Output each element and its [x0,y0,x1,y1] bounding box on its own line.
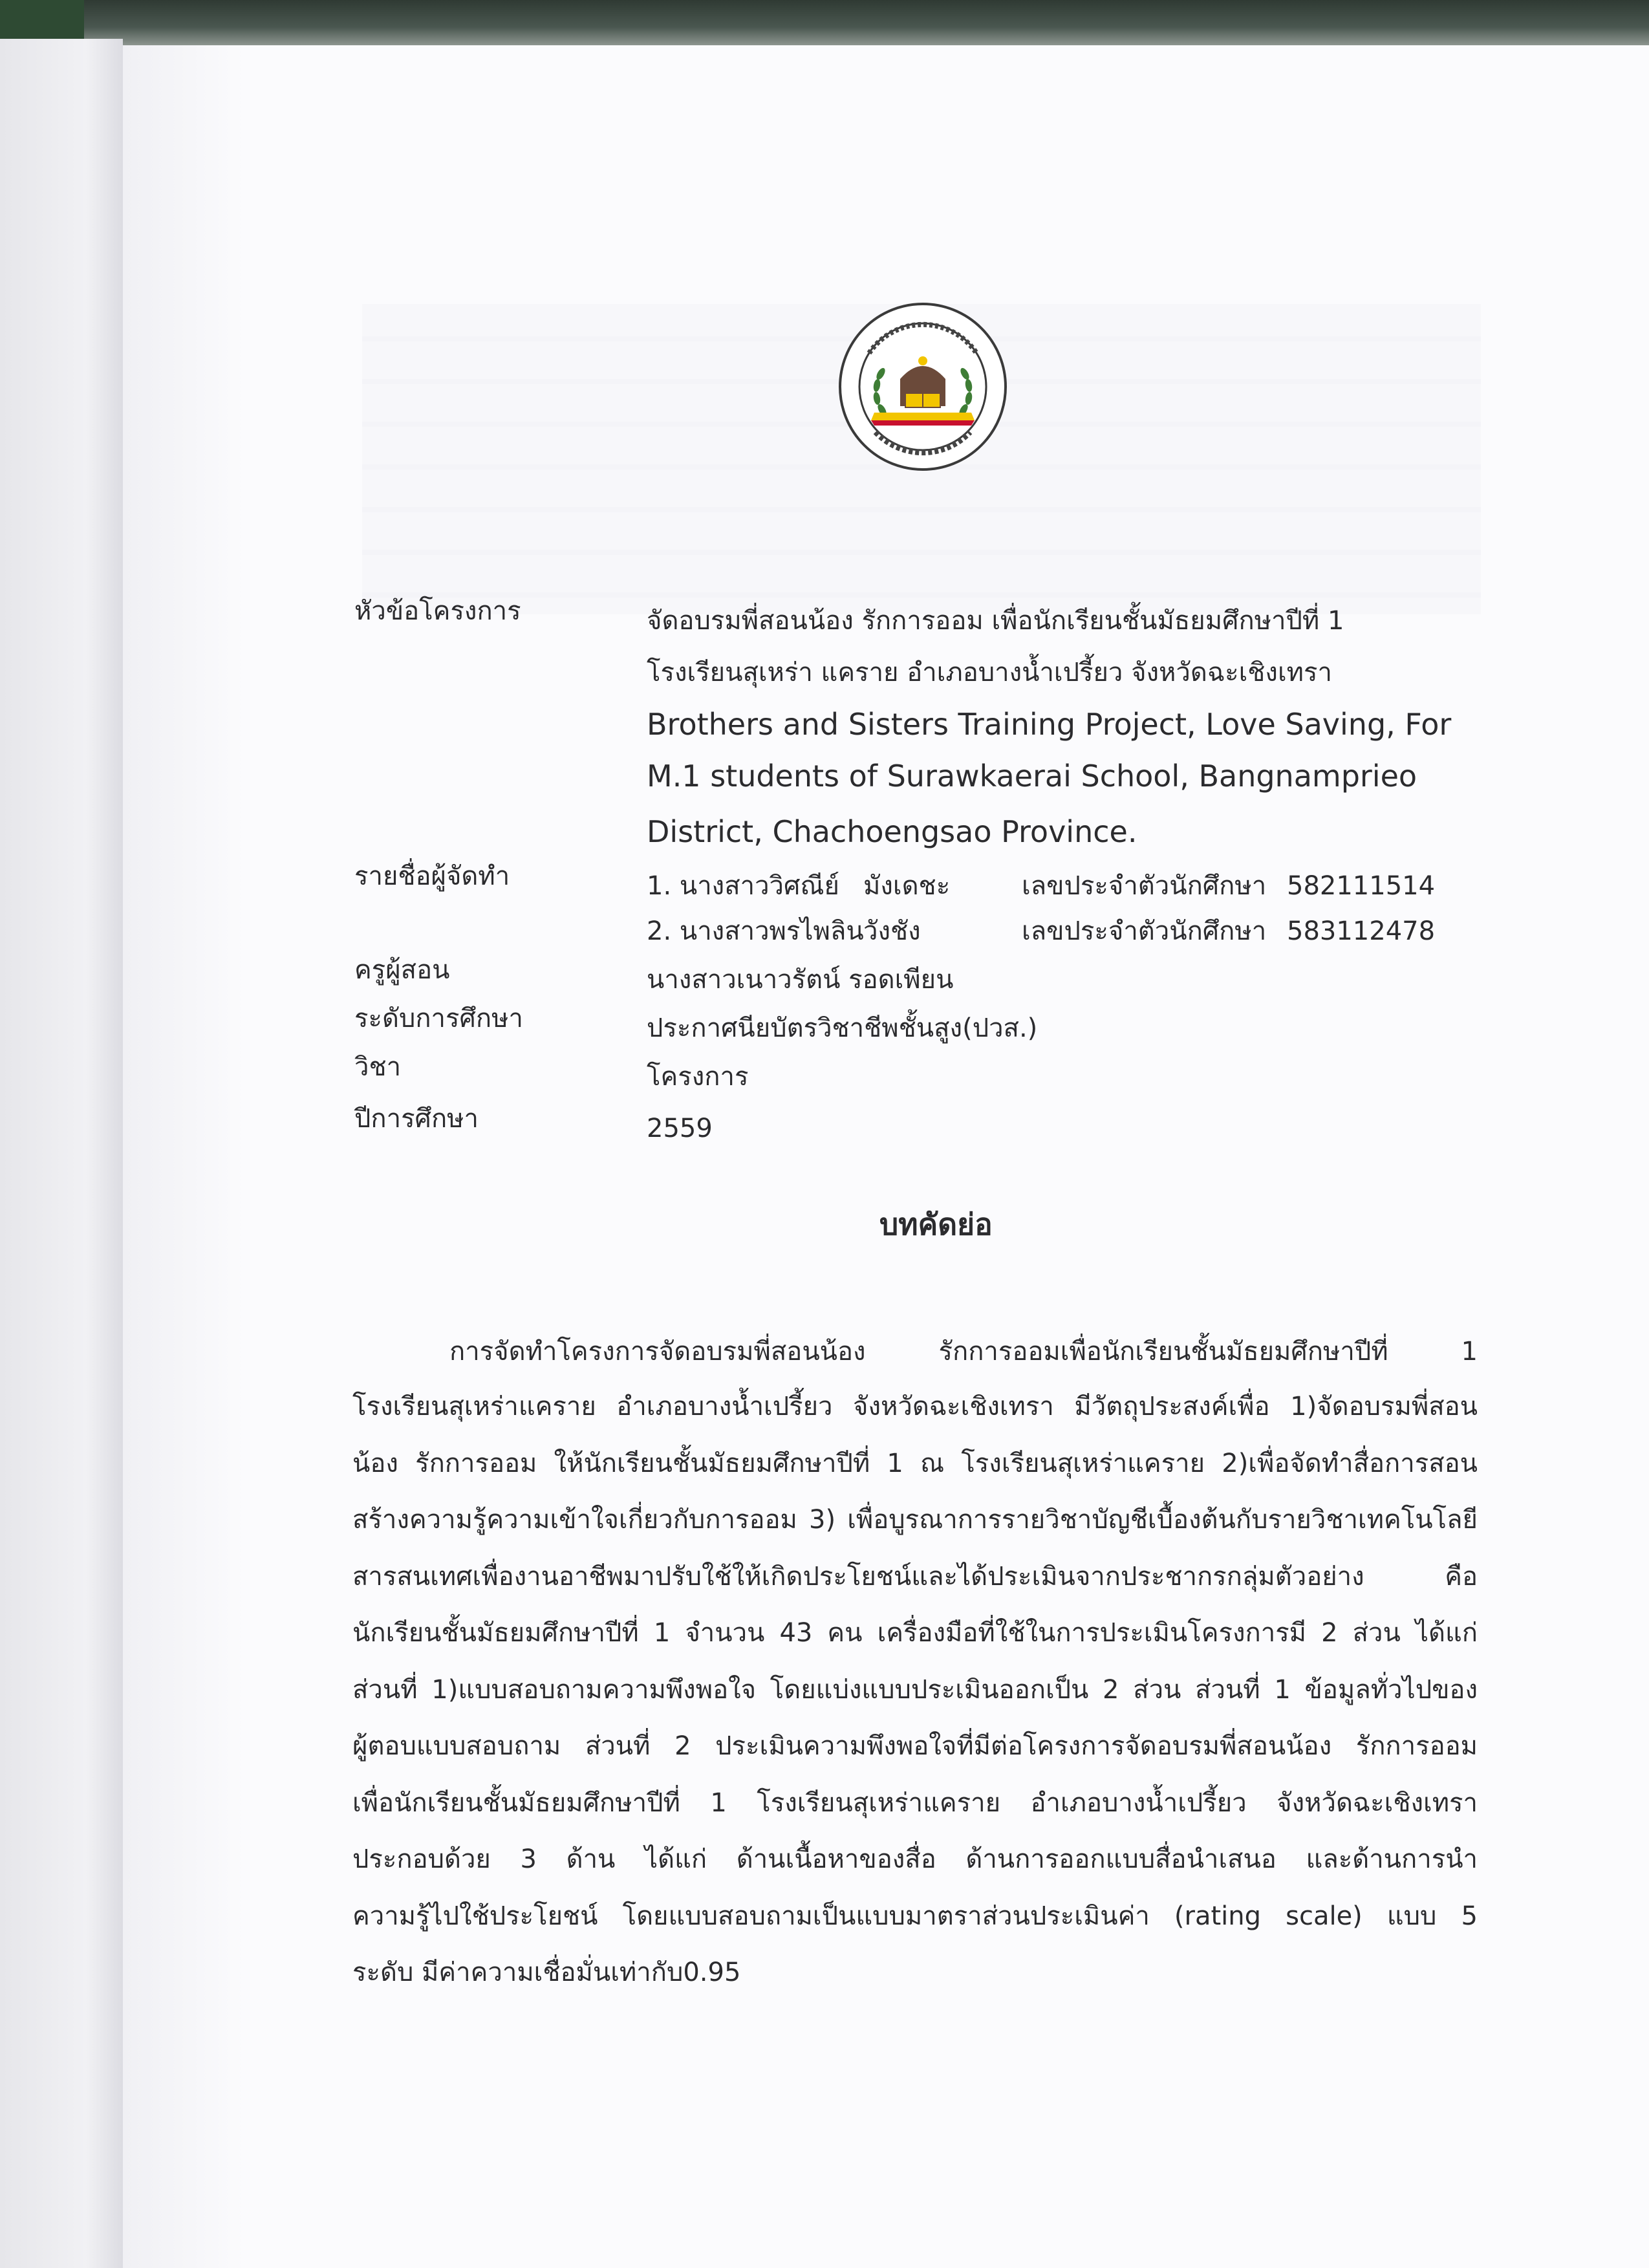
abstract-line-4: สร้างความรู้ความเข้าใจเกี่ยวกับการออม 3) เพื่อบูรณาการรายวิชาบัญชีเบื้องต้นกับรายวิชาเทคโนโลยี [352,1505,1478,1535]
subject-label: วิชา [354,1052,402,1082]
author-2-name: 2. นางสาวพรไพลิน [647,916,864,946]
teacher-value: นางสาวเนาวรัตน์ รอดเพียน [647,965,954,995]
subject-value: โครงการ [647,1062,749,1092]
abstract-line-8: ผู้ตอบแบบสอบถาม ส่วนที่ 2 ประเมินความพึงพอใจที่มีต่อโครงการจัดอบรมพี่สอนน้อง รักการออม [352,1731,1478,1761]
authors-label: รายชื่อผู้จัดทำ [354,861,510,891]
abstract-line-5: สารสนเทศเพื่องานอาชีพมาปรับใช้ให้เกิดประโยชน์และได้ประเมินจากประชากรกลุ่มตัวอย่าง คือ [352,1562,1478,1592]
author-1-id-label: เลขประจำตัวนักศึกษา [1022,871,1267,901]
project-title-en-line-3: District, Chachoengsao Province. [647,814,1137,849]
book-binding-top [0,0,1649,45]
teacher-label: ครูผู้สอน [354,955,450,985]
year-label: ปีการศึกษา [354,1104,479,1134]
abstract-line-7: ส่วนที่ 1)แบบสอบถามความพึงพอใจ โดยแบ่งแบบประเมินออกเป็น 2 ส่วน ส่วนที่ 1 ข้อมูลทั่วไปของ [352,1675,1478,1705]
left-page-edge [0,39,123,2268]
abstract-line-9: เพื่อนักเรียนชั้นมัธยมศึกษาปีที่ 1 โรงเรียนสุเหร่าแคราย อำเภอบางน้ำเปรี้ยว จังหวัดฉะเชิงเทรา [352,1788,1478,1818]
author-1-name: 1. นางสาววิศณีย์ [647,871,839,901]
project-title-label: หัวข้อโครงการ [354,596,521,626]
author-2-id-label: เลขประจำตัวนักศึกษา [1022,916,1267,946]
level-value: ประกาศนียบัตรวิชาชีพชั้นสูง(ปวส.) [647,1013,1038,1043]
author-2-id: 583112478 [1287,916,1436,946]
abstract-line-1: การจัดทำโครงการจัดอบรมพี่สอนน้อง รักการออมเพื่อนักเรียนชั้นมัธยมศึกษาปีที่ 1 [449,1337,1478,1366]
abstract-line-3: น้อง รักการออม ให้นักเรียนชั้นมัธยมศึกษาปีที่ 1 ณ โรงเรียนสุเหร่าแคราย 2)เพื่อจัดทำสื่อการสอน [352,1449,1478,1478]
abstract-heading: บทคัดย่อ [879,1207,993,1242]
level-label: ระดับการศึกษา [354,1004,523,1033]
book-cover-corner [0,0,84,39]
project-title-th-line-2: โรงเรียนสุเหร่า แคราย อำเภอบางน้ำเปรี้ยว จังหวัดฉะเชิงเทรา [647,658,1332,687]
abstract-line-10: ประกอบด้วย 3 ด้าน ได้แก่ ด้านเนื้อหาของสื่อ ด้านการออกแบบสื่อนำเสนอ และด้านการนำ [352,1844,1478,1874]
abstract-line-6: นักเรียนชั้นมัธยมศึกษาปีที่ 1 จำนวน 43 คน เครื่องมือที่ใช้ในการประเมินโครงการมี 2 ส่วน ได้แก่ [352,1618,1478,1648]
author-2-surname: วังชัง [863,916,921,946]
project-title-th-line-1: จัดอบรมพี่สอนน้อง รักการออม เพื่อนักเรียนชั้นมัธยมศึกษาปีที่ 1 [647,606,1344,636]
year-value: 2559 [647,1114,713,1143]
abstract-line-11: ความรู้ไปใช้ประโยชน์ โดยแบบสอบถามเป็นแบบมาตราส่วนประเมินค่า (rating scale) แบบ 5 [352,1901,1478,1931]
author-1-surname: มังเดชะ [863,871,951,901]
project-title-en-line-1: Brothers and Sisters Training Project, Love Saving, For [647,707,1452,742]
abstract-line-12: ระดับ มีค่าความเชื่อมั่นเท่ากับ0.95 [352,1958,741,1987]
project-title-en-line-2: M.1 students of Surawkaerai School, Bangnamprieo [647,759,1417,794]
author-1-id: 582111514 [1287,871,1436,901]
abstract-line-2: โรงเรียนสุเหร่าแคราย อำเภอบางน้ำเปรี้ยว จังหวัดฉะเชิงเทรา มีวัตถุประสงค์เพื่อ 1)จัดอบรมพี่สอน [352,1392,1478,1421]
school-logo-icon [829,303,1017,471]
